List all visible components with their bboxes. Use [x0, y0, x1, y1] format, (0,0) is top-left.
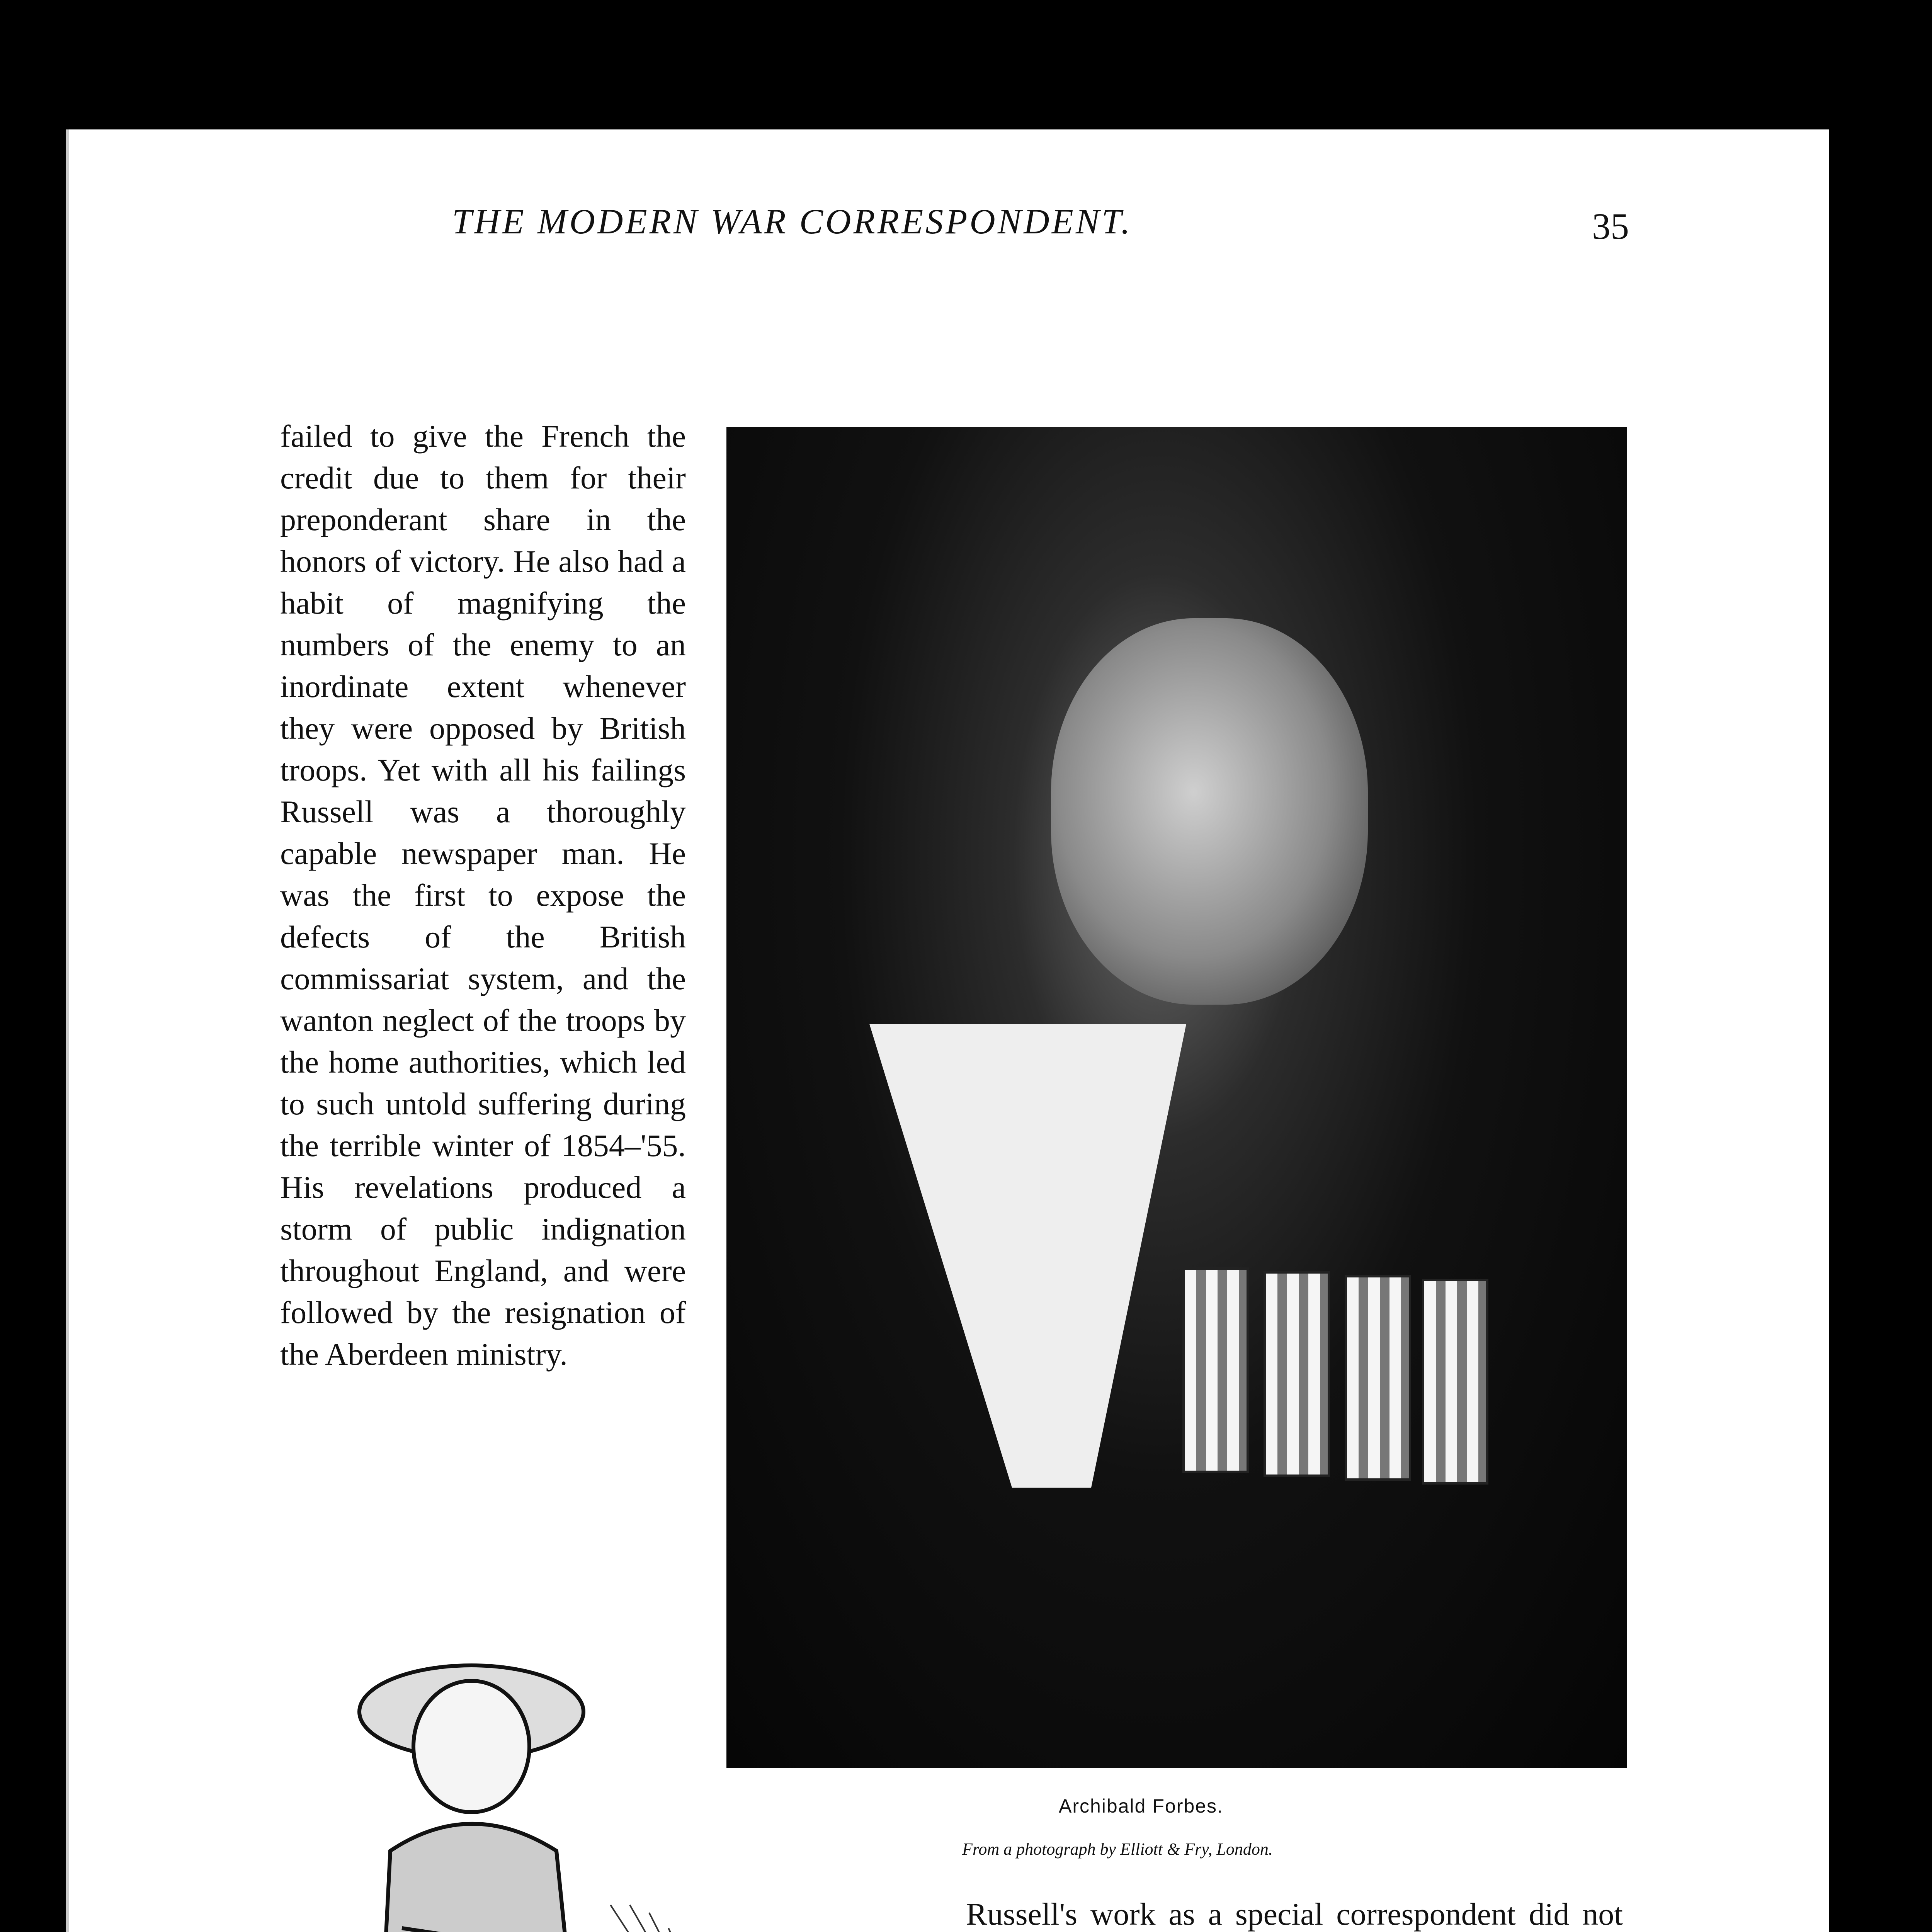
left-paragraph: failed to give the French the credit due to them for their preponderant share in the honors of victory. He also had a habit of magnifying the numbers of the enemy to an inordinate extent whenever they were opposed by British troops. Yet with all his failings Russell was a thoroughly capable newspaper man. He was the first to expose the defects of the British commissariat system, and the wanton neglect of the troops by the home authorities, which led to such untold suffering during the terrible winter of 1854–'55. His revelations produced a storm of public indignation throughout England, and were followed by the resignation of the Aberdeen ministry.	[280, 418, 686, 1372]
forbes-photo-credit: From a photograph by Elliott & Fry, London.	[962, 1840, 1273, 1859]
medal-icon	[1422, 1279, 1488, 1485]
forbes-face	[1051, 618, 1368, 1005]
medal-icon	[1264, 1271, 1330, 1477]
page-number: 35	[1592, 206, 1629, 247]
cameron-sketch	[263, 1634, 912, 1932]
right-column-text	[931, 1893, 1623, 1932]
forbes-caption: Archibald Forbes.	[1059, 1795, 1223, 1817]
running-title: THE MODERN WAR CORRESPONDENT.	[452, 202, 1133, 241]
medal-icon	[1182, 1267, 1249, 1473]
left-column-text	[280, 415, 686, 1375]
right-paragraph-1: Russell's work as a special correspondent did not	[966, 1896, 1623, 1932]
medal-icon	[1345, 1275, 1411, 1481]
